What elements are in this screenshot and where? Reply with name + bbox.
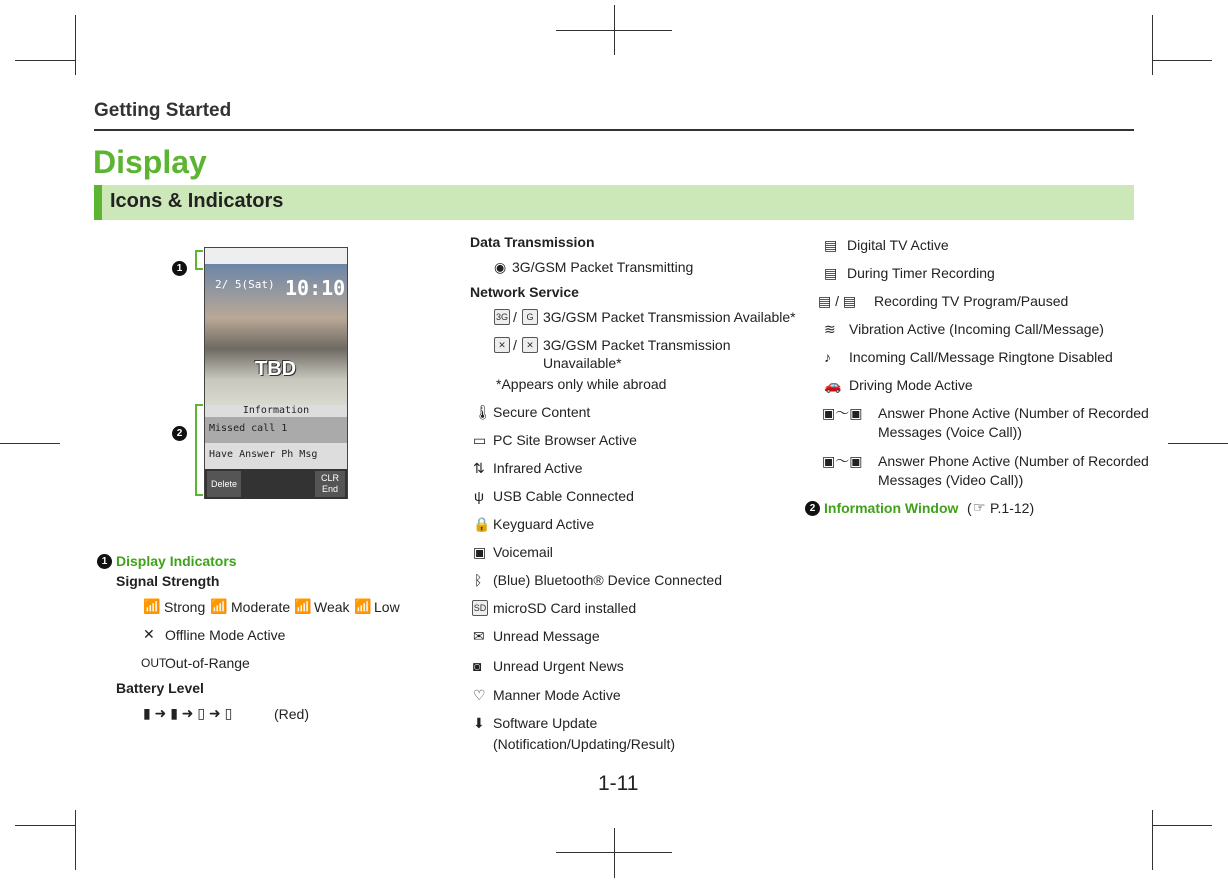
- signal-moderate-label: Moderate: [231, 599, 291, 615]
- signal-low-icon: 📶: [354, 598, 372, 614]
- infrared-icon: ⇅: [473, 460, 485, 476]
- crop-mark: [15, 825, 75, 826]
- signal-strong-label: Strong: [164, 599, 206, 615]
- data-transmission-heading: Data Transmission: [470, 234, 595, 250]
- signal-weak-icon: 📶: [294, 598, 312, 614]
- vibration-label: Vibration Active (Incoming Call/Message): [849, 321, 1104, 337]
- softkey-bar: [205, 469, 347, 499]
- crop-mark: [1152, 15, 1153, 75]
- manner-mode-icon: ♡: [473, 687, 486, 703]
- unread-message-label: Unread Message: [493, 628, 600, 644]
- urgent-news-icon: ◙: [473, 658, 482, 674]
- registration-mark: [1168, 443, 1228, 444]
- gsm-unavailable-icon: ✕: [522, 337, 538, 353]
- page-title: Display: [93, 144, 207, 180]
- callout-2: 2: [172, 426, 187, 441]
- timer-recording-icon: ▤: [824, 265, 838, 281]
- screen-time: 10:10: [285, 276, 346, 300]
- offline-icon: ✕: [143, 626, 155, 642]
- crop-mark: [75, 15, 76, 75]
- subsection-band: [94, 185, 1134, 220]
- band-accent: [94, 185, 102, 220]
- usb-icon: ψ: [474, 488, 484, 504]
- callout-bracket-2: [195, 404, 203, 496]
- crop-mark: [1152, 60, 1212, 61]
- secure-content-label: Secure Content: [493, 404, 591, 420]
- callout-1: 1: [172, 261, 187, 276]
- registration-mark: [614, 828, 615, 878]
- signal-low-label: Low: [374, 599, 400, 615]
- timer-recording-label: During Timer Recording: [847, 265, 995, 281]
- packet-transmitting-icon: ◉: [494, 259, 507, 275]
- end-label: End: [321, 484, 338, 494]
- pointing-hand-icon: ☞: [973, 499, 986, 515]
- delete-softkey[interactable]: Delete: [207, 471, 241, 497]
- status-bar: [205, 248, 347, 264]
- info-row-answer-phone[interactable]: Have Answer Ph Msg: [205, 443, 347, 469]
- slash-separator: /: [513, 309, 517, 325]
- packet-transmitting-label: 3G/GSM Packet Transmitting: [512, 259, 694, 275]
- answer-phone-video-icon: ▣〜▣: [822, 453, 863, 469]
- recording-tv-icon: ▤ / ▤: [818, 293, 857, 309]
- info-window-ref-open: (: [967, 500, 972, 516]
- manner-mode-label: Manner Mode Active: [493, 687, 621, 703]
- driving-mode-icon: 🚗: [824, 377, 842, 393]
- software-update-label: Software Update: [493, 715, 598, 731]
- signal-strong-icon: 📶: [143, 598, 161, 614]
- callout-bracket-1: [195, 250, 203, 270]
- crop-mark: [75, 810, 76, 870]
- abroad-note: *Appears only while abroad: [496, 376, 667, 392]
- phone-screen: [204, 247, 348, 499]
- bluetooth-icon: ᛒ: [474, 572, 483, 588]
- signal-strength-heading: Signal Strength: [116, 573, 220, 589]
- 3g-unavailable-icon: ✕: [494, 337, 510, 353]
- urgent-news-label: Unread Urgent News: [493, 658, 624, 674]
- pc-browser-label: PC Site Browser Active: [493, 432, 637, 448]
- info-window-number: 2: [805, 501, 820, 516]
- answer-phone-voice-label-2: Messages (Voice Call)): [878, 424, 1022, 440]
- crop-mark: [1152, 825, 1212, 826]
- answer-phone-voice-label: Answer Phone Active (Number of Recorded: [878, 405, 1149, 421]
- network-service-heading: Network Service: [470, 284, 579, 300]
- infrared-label: Infrared Active: [493, 460, 583, 476]
- packet-unavailable-label: 3G/GSM Packet Transmission: [543, 337, 731, 353]
- pc-browser-icon: ▭: [473, 432, 487, 448]
- answer-phone-video-label-2: Messages (Video Call)): [878, 472, 1024, 488]
- screen-date: 2/ 5(Sat): [215, 278, 275, 291]
- slash-separator: /: [513, 337, 517, 353]
- display-indicators-number: 1: [97, 554, 112, 569]
- digital-tv-label: Digital TV Active: [847, 237, 949, 253]
- microsd-label: microSD Card installed: [493, 600, 637, 616]
- driving-mode-label: Driving Mode Active: [849, 377, 973, 393]
- info-window-heading: Information Window: [824, 500, 959, 516]
- crop-mark: [15, 60, 75, 61]
- subsection-title: Icons & Indicators: [110, 190, 284, 212]
- info-window-title: Information: [205, 405, 347, 417]
- wallpaper-label: TBD: [255, 358, 297, 380]
- keyguard-icon: 🔒: [473, 516, 491, 532]
- signal-weak-label: Weak: [314, 599, 350, 615]
- out-of-range-label: Out-of-Range: [165, 655, 250, 671]
- battery-red-label: (Red): [274, 706, 310, 722]
- gsm-icon: G: [522, 309, 538, 325]
- clr-label: CLR: [320, 473, 339, 483]
- info-row-missed-call[interactable]: Missed call 1: [205, 417, 347, 443]
- software-update-label-2: (Notification/Updating/Result): [493, 736, 676, 752]
- signal-moderate-icon: 📶: [210, 598, 228, 614]
- software-update-icon: ⬇: [473, 715, 485, 731]
- answer-phone-video-label: Answer Phone Active (Number of Recorded: [878, 453, 1149, 469]
- registration-mark: [614, 5, 615, 55]
- section-header: Getting Started: [94, 100, 232, 121]
- display-indicators-heading: Display Indicators: [116, 553, 237, 569]
- unread-message-icon: ✉: [473, 628, 485, 644]
- crop-mark: [1152, 810, 1153, 870]
- out-of-range-icon: OUT: [141, 656, 167, 670]
- voicemail-icon: ▣: [473, 544, 487, 560]
- battery-level-heading: Battery Level: [116, 680, 204, 696]
- info-window-reference[interactable]: P.1-12): [990, 500, 1035, 516]
- packet-available-label: 3G/GSM Packet Transmission Available*: [543, 309, 796, 325]
- answer-phone-voice-icon: ▣〜▣: [822, 405, 863, 421]
- ringtone-disabled-label: Incoming Call/Message Ringtone Disabled: [849, 349, 1113, 365]
- ringtone-disabled-icon: ♪: [824, 349, 831, 365]
- page-number: 1-11: [598, 772, 639, 795]
- wallpaper: [205, 264, 347, 418]
- registration-mark: [0, 443, 60, 444]
- microsd-icon: SD: [472, 600, 488, 616]
- 3g-icon: 3G: [494, 309, 510, 325]
- header-rule: [94, 129, 1134, 131]
- bluetooth-label: (Blue) Bluetooth® Device Connected: [493, 572, 722, 588]
- secure-content-icon: 🌡: [474, 404, 492, 420]
- clr-softkey[interactable]: [315, 471, 345, 497]
- digital-tv-icon: ▤: [824, 237, 838, 253]
- keyguard-label: Keyguard Active: [493, 516, 595, 532]
- offline-label: Offline Mode Active: [165, 627, 286, 643]
- battery-sequence-icons: ▮ ➜ ▮ ➜ ▯ ➜ ▯: [143, 705, 233, 721]
- packet-unavailable-label-2: Unavailable*: [543, 355, 622, 371]
- voicemail-label: Voicemail: [493, 544, 553, 560]
- vibration-icon: ≋: [824, 321, 836, 337]
- recording-tv-label: Recording TV Program/Paused: [874, 293, 1069, 309]
- usb-label: USB Cable Connected: [493, 488, 634, 504]
